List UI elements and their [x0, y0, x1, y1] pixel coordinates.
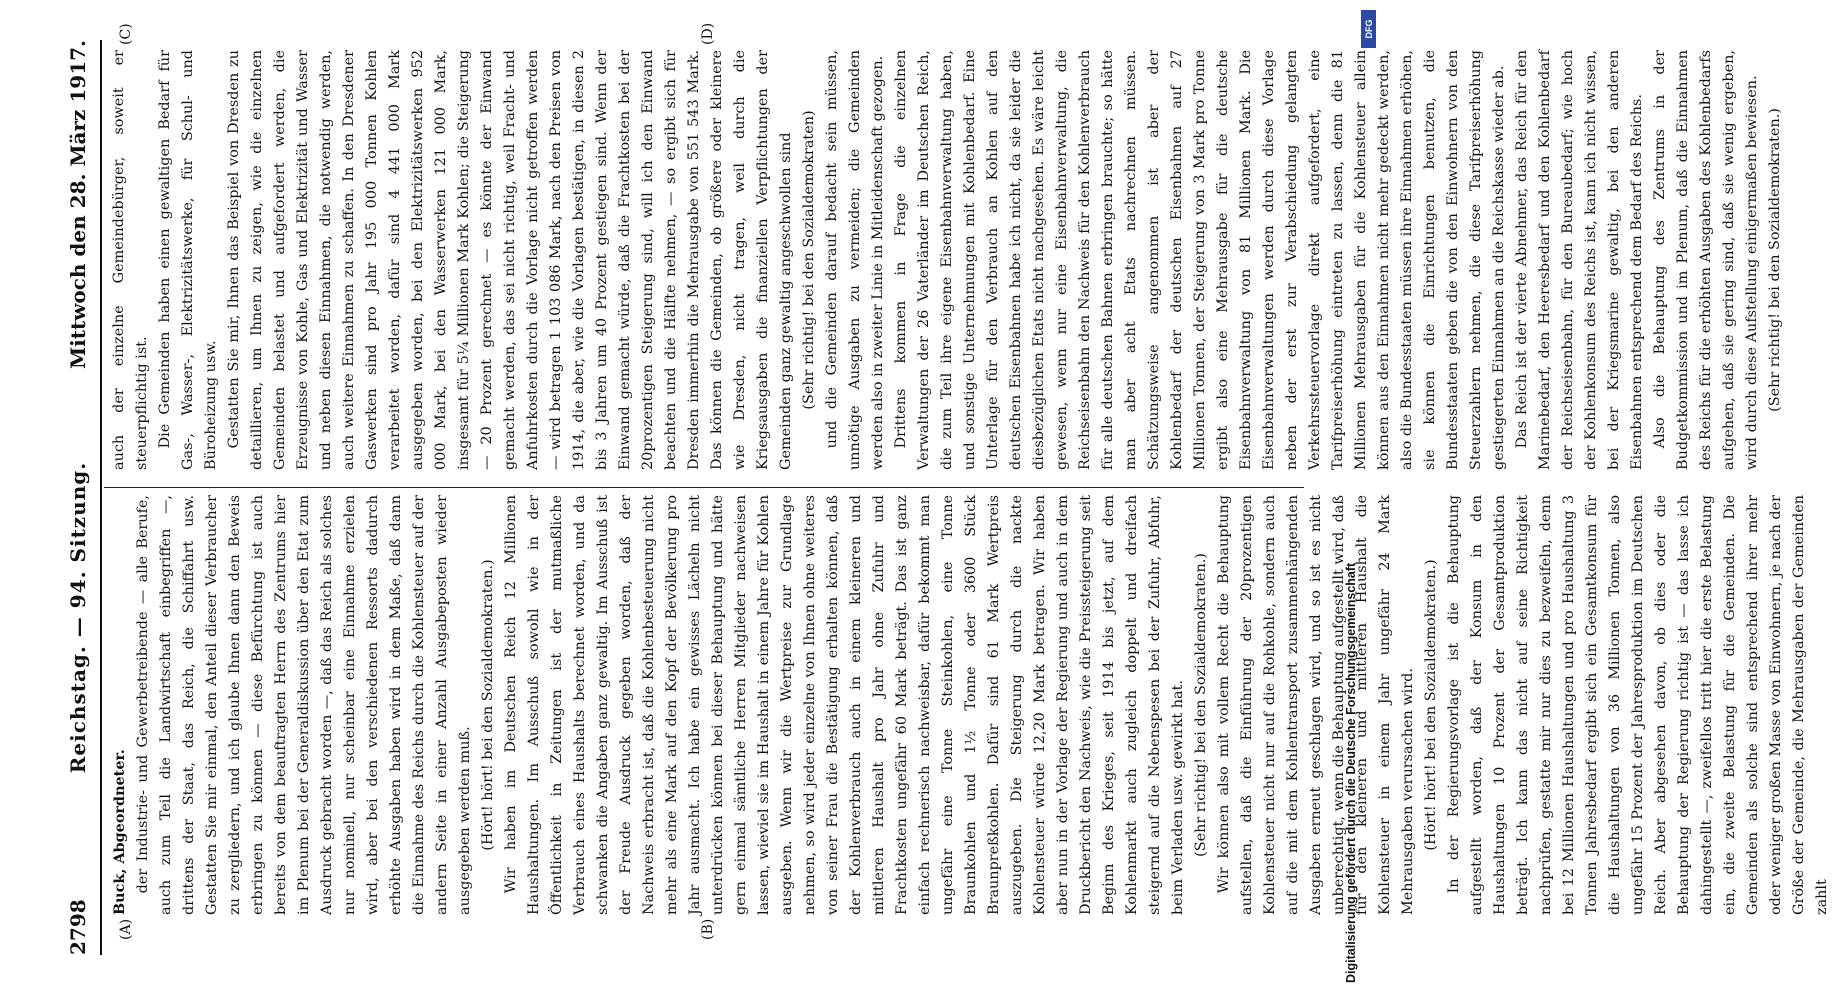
speaker-name: Buck, Abgeordneter. [111, 749, 128, 915]
paragraph: Die Gemeinden haben einen gewaltigen Bedarf für Gas-, Wasser-, Elektrizitätswerke, für Schul- und Büroheizung usw. [157, 50, 219, 470]
page-number: 2798 [66, 899, 90, 955]
credit-text: Digitalisierung gefördert durch die Deutsche Forschungsgemeinschaft [1344, 562, 1358, 983]
paragraph-interjection: (Sehr richtig! bei den Sozialdemokraten.) [1193, 553, 1209, 857]
paragraph: Drittens kommen in Frage die einzelnen Verwaltungen der 26 Vaterländer im Deutschen Reich, die zum Teil ihre eigene Eisenbahnverwaltung haben, und sonstige Unternehmungen mit Kohlenbedarf. Eine Unterlage für den Verbrauch an Kohlen auf den deutschen Eisenbahnen habe ich nicht, da sie leider die diesbezüglichen Etats nicht nachgesehen. Es wäre leicht gewesen, wenn nur eine Eisenbahnverwaltung, die Reichseisenbahn den Nachweis für den Kohlenverbrauch für alle deutschen Bahnen erbringen brauchte; so hätte man aber acht Etats nachrechnen müssen. Schätzungsweise angenommen ist aber der Kohlenbedarf der deutschen Eisenbahnen auf 27 Millionen Tonnen, der Steigerung von 3 Mark pro Tonne ergibt also eine Mehrausgabe für die deutsche Eisenbahnverwaltung von 81 Millionen Mark. Die Eisenbahnverwaltungen werden durch diese Vorlage neben der erst zur Verabschiedung gelangten Verkehrssteuervorlage direkt aufgefordert, eine Tarifpreiserhöhung eintreten zu lassen, denn die 81 Millionen Mehrausgaben für die Kohlensteuer allein können aus den Einnahmen nicht mehr gedeckt werden, also die Bundesstaaten müssen ihre Einnahmen erhöhen, sie können die Einrichtungen benutzen, die Bundesstaaten geben die von den Einwohnern von den Steuerzahlern nehmen, die diese Tarifpreiserhöhung gestiegerten Einnahmen an die Reichskasse wieder ab. [893, 50, 1507, 470]
session-title: Reichstag. — 94. Sitzung. [66, 461, 90, 774]
paragraph: Gestatten Sie mir, Ihnen das Beispiel von Dresden zu detaillieren, um Ihnen zu zeigen, wie die einzelnen Gemeinden belastet und aufgefordert werden, die Erzeugnisse von Kohle, Gas und Elektrizität und Wasser und neben diesen Einnahmen, die notwendig werden, auch weitere Einnahmen zu schaffen. In den Dresdener Gaswerken sind pro Jahr 195 000 Tonnen Kohlen verarbeitet worden, dafür sind 4 441 000 Mark ausgegeben worden, bei den Elektrizitätswerken 952 000 Mark, bei den Wasserwerken 121 000 Mark, insgesamt für 5¼ Millionen Mark Kohlen; die Steigerung — 20 Prozent gerechnet — es könnte der Einwand gemacht werden, das sei nicht richtig, weil Fracht- und Anfuhrkosten durch die Vorlage nicht getroffen werden — wird betragen 1 103 086 Mark, nach den Preisen von 1914, die aber, wie die Vorlagen bestätigen, in diesen 2 bis 3 Jahren um 40 Prozent gestiegen sind. Wenn der Einwand gemacht würde, daß die Frachtkosten bei der 20prozentigen Steigerung sind, will ich den Einwand beachten und die Hälfte nehmen, — so ergibt sich für Dresden immerhin die Mehrausgabe von 551 543 Mark. Das können die Gemeinden, ob größere oder kleinere wie Dresden, nicht tragen, weil durch die Kriegsausgaben die finanziellen Verpflichtungen der Gemeinden ganz gewaltig angeschwollen sind [226, 50, 794, 470]
dfg-logo [1361, 10, 1376, 48]
paragraph-interjection: (Hört! hört! bei den Sozialdemokraten.) [480, 559, 496, 851]
session-date: Mittwoch den 28. März 1917. [66, 40, 90, 370]
paragraph: und die Gemeinden darauf bedacht sein müssen, unnötige Ausgaben zu vermeiden; die Gemeinden werden also in zweiter Linie in Mitleidenschaft gezogen. [824, 50, 886, 470]
paragraph-interjection: (Sehr richtig! bei den Sozialdemokraten.) [1767, 108, 1783, 412]
digitization-credit [1336, 78, 1366, 983]
paragraph: Wir haben im Deutschen Reich 12 Millionen Haushaltungen. Im Ausschuß sowohl wie in der Öffentlichkeit in Zeitungen ist der mutmaßliche Verbrauch eines Haushalts berechnet worden, und da schwanken die Angaben ganz gewaltig. Im Ausschuß ist der Freude Ausdruck gegeben worden, daß der Nachweis erbracht ist, daß die Kohlenbesteuerung nicht mehr als eine Mark auf den Kopf der Bevölkerung pro Jahr ausmacht. Ich habe ein gewisses Lächeln nicht unterdrücken können bei dieser Behauptung und hätte gern einmal sämtliche Herren Mitglieder nachweisen lassen, wieviel sie im Haushalt in einem Jahre für Kohlen ausgeben. Wenn wir die Wertpreise zur Grundlage nehmen, so wird jeder einzelne von Ihnen ohne weiteres von seiner Frau die Bestätigung erhalten können, daß der Kohlenverbrauch auch in einem kleineren und mittleren Haushalt pro Jahr ohne Zufuhr und Frachtkosten ungefähr 60 Mark beträgt. Das ist ganz einfach rechnerisch nachweisbar, dafür bekommt man ungefähr eine Tonne Steinkohlen, eine Tonne Braunkohlen und 1½ Tonne oder 3600 Stück Braunpreßkohlen. Dafür sind 61 Mark Wertpreis auszugeben. Die Steigerung durch die nackte Kohlensteuer würde 12,20 Mark betragen. Wir haben aber nun in der Vorlage der Regierung und auch in dem Druckbericht den Nachweis, wie die Preissteigerung seit Beginn des Krieges, seit 1914 bis jetzt, auf dem Kohlenmarkt auch zugleich doppelt und dreifach steigernd auf die Nebenspesen bei der Zufuhr, Abfuhr, beim Verladen usw. gewirkt hat. [503, 495, 1186, 915]
column-divider [104, 487, 1304, 488]
dfg-label: DFG [1364, 19, 1374, 39]
paragraph-interjection: (Sehr richtig! bei den Sozialdemokraten) [801, 110, 817, 410]
paragraph: der Industrie- und Gewerbetreibende — alle Berufe, auch zum Teil die Landwirtschaft einbegriffen —, drittens der Staat, das Reich, die Schiffahrt usw. Gestatten Sie mir einmal, den Anteil dieser Verbraucher zu zergliedern, und ich glaube Ihnen dann den Beweis erbringen zu können — diese Befürchtung ist auch bereits von dem beauftragten Herrn des Zentrums hier im Plenum bei der Generaldiskussion über den Etat zum Ausdruck gebracht worden —, daß das Reich als solches nur nominell, nur scheinbar eine Einnahme erzielen wird, aber bei den verschiedenen Ressorts dadurch erhöhte Ausgaben haben wird in dem Maße, daß dann die Einnahme des Reichs durch die Kohlensteuer auf der andern Seite in einer Anzahl Ausgabeposten wieder ausgegeben werden muß. [135, 495, 473, 915]
paragraph: auch der einzelne Gemeindebürger, soweit er steuerpflichtig ist. [111, 50, 150, 470]
paragraph-interjection: (Hört! hört! bei den Sozialdemokraten.) [1423, 559, 1439, 851]
header-rule [100, 40, 102, 955]
marker-c: (C) [118, 23, 134, 45]
marker-a: (A) [118, 918, 134, 940]
page-header [58, 40, 98, 955]
right-column [108, 50, 1783, 470]
paragraph: Also die Behauptung des Zentrums in der Budgetkommission und im Plenum, daß die Einnahmen des Reichs für die erhöhten Ausgaben des Kohlenbedarfs aufgehen, daß sie gering sind, daß sie wenig ergeben, wird durch diese Aufstellung einigermaßen bewiesen. [1652, 50, 1760, 470]
paragraph: Das Reich ist der vierte Abnehmer, das Reich für den Marinebedarf, den Heeresbedarf und den Kohlenbedarf der Reichseisenbahn, für den Bureaubedarf; wie hoch der Kohlenkonsum des Reichs ist, kann ich nicht wissen, bei der Kriegsmarine gewaltig, bei den anderen Eisenbahnen entsprechend dem Bedarf des Reichs. [1514, 50, 1645, 470]
marker-b: (B) [700, 918, 716, 940]
paragraph: Wir können also mit vollem Recht die Behauptung aufstellen, daß die Einführung der 20prozentigen Kohlensteuer nicht nur auf die Rohkohle, sondern auch auf die mit dem Kohlentransport zusammenhängenden Ausgaben erneut geschlagen wird, und so ist es nicht unberechtigt, wenn die Behauptung aufgestellt wird, daß für den kleineren und mittleren Haushalt die Kohlensteuer in einem Jahr ungefähr 24 Mark Mehrausgaben verursachen wird. [1216, 495, 1416, 915]
marker-d: (D) [700, 22, 716, 45]
paragraph: In der Regierungsvorlage ist die Behauptung aufgestellt worden, daß der Konsum in den Haushaltungen 10 Prozent der Gesamtproduktion beträgt. Ich kann das nicht auf seine Richtigkeit nachprüfen, gestatte mir nur dies zu bezweifeln, denn bei 12 Millionen Haushaltungen und pro Haushaltung 3 Tonnen Jahresbedarf ergibt sich ein Gesamtkonsum für die Haushaltungen von 36 Millionen Tonnen, also ungefähr 15 Prozent der Jahresproduktion im Deutschen Reich. Aber abgesehen davon, ob dies oder die Behauptung der Regierung richtig ist — das lasse ich dahingestellt —, zweifellos tritt hier die erste Belastung ein, die zweite Belastung für die Gemeinden. Die Gemeinden als solche sind entsprechend ihrer mehr oder weniger großen Masse von Einwohnern, je nach der Größe der Gemeinde, die Mehrausgaben der Gemeinden zahlt [1446, 495, 1830, 915]
